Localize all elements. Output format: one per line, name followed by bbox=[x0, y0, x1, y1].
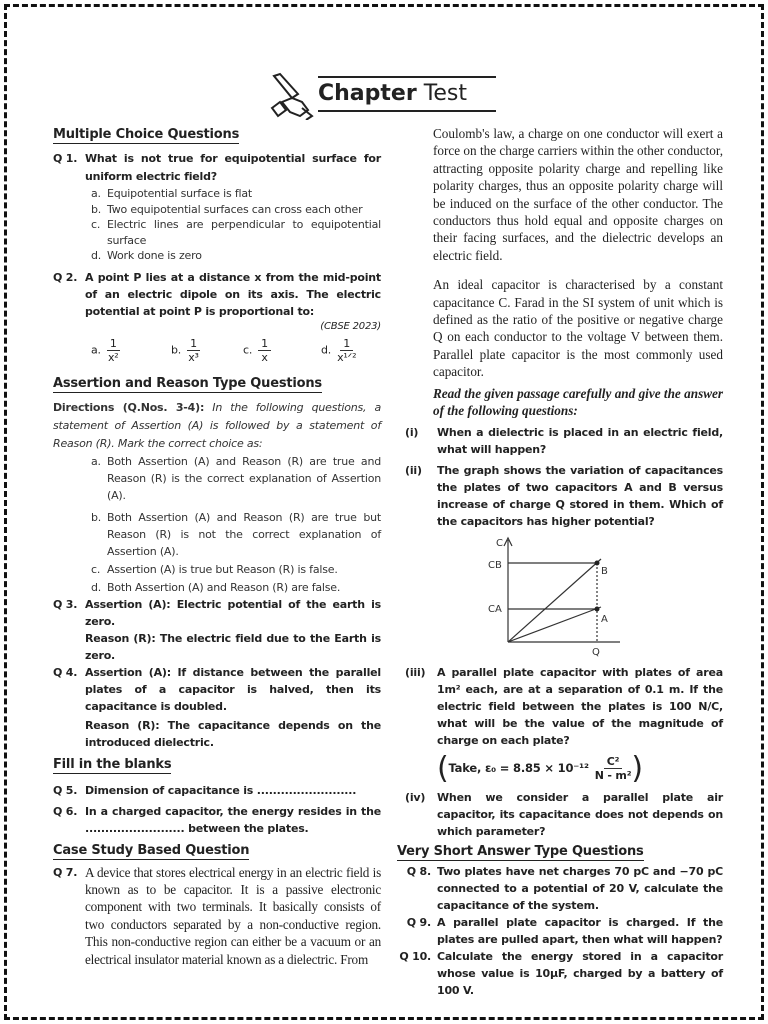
sub-questions-2: (iii) A parallel plate capacitor with plates of area 1m² each, are at a separation of 0.1 m. If the electric field between the plates is 100 N/C, what will be the value of the magnitude of charge on each plate? ( Take, ε₀ = 8.85 × 10⁻¹² $\frac{\text{C²}}{\text{N - m²}}$ ) (iv) When we consider a parallel plate air capacitor, its capacitance does not depends on which parameter? bbox=[405, 665, 723, 838]
question-1: Q 1. What is not true for equipotential surface for uniform electric field? bbox=[53, 152, 381, 183]
c-axis-label: C bbox=[496, 537, 503, 549]
assertion-heading: Assertion and Reason Type Questions bbox=[53, 375, 322, 391]
sub-questions: (i) When a dielectric is placed in an electric field, what will happen? (ii) The graph shows the variation of capacitances the plates of two capacitors A and B versus increase of charge Q stored in them. Which of the capacitors has higher potential? bbox=[405, 425, 723, 528]
capacitance-graph bbox=[470, 532, 640, 658]
vsa-heading: Very Short Answer Type Questions bbox=[397, 843, 644, 859]
point-b bbox=[595, 560, 600, 565]
q1-options: a. Equipotential surface is flat b. Two equipotential surfaces can cross each other c. Electric lines are perpendicular to equipotential surface d. Work done is zero bbox=[91, 187, 381, 262]
ca-label: CA bbox=[488, 603, 502, 615]
question-6: Q 6. In a charged capacitor, the energy resides in the ......................... between the plates. bbox=[53, 804, 381, 835]
left-column bbox=[53, 127, 381, 968]
cb-label: CB bbox=[488, 559, 502, 571]
q-axis-label: Q bbox=[592, 646, 600, 658]
case-study-heading: Case Study Based Question bbox=[53, 842, 250, 858]
passage-continued bbox=[405, 125, 723, 420]
hand-pencil-icon bbox=[268, 72, 316, 120]
right-column bbox=[397, 125, 723, 999]
question-5: Q 5. Dimension of capacitance is ......................... bbox=[53, 783, 357, 797]
page-title: Chapter Test bbox=[318, 76, 496, 112]
mcq-heading: Multiple Choice Questions bbox=[53, 127, 240, 142]
a-label: A bbox=[601, 613, 608, 625]
passage-p3: An ideal capacitor is characterised by a constant capacitance C. Farad in the SI system of unit which is defined as the ratio of the positive or negative charge Q on each conductor to the voltage V between them. Parallel plate capacitor is the most commonly used capacitor. bbox=[433, 277, 723, 380]
take-epsilon: ( Take, ε₀ = 8.85 × 10⁻¹² $\frac{\text{C²}}{\text{N - m²}}$ ) bbox=[437, 750, 643, 786]
question-7: Q 7. A device that stores electrical energy in an electric field is known as to be capacitor. It is a passive electronic component with two terminals. It basically consists of two conductors separated by a non-conductive region. This non-conductive region can either be a vacuum or an electrical insulator material known as a dielectric. From bbox=[53, 864, 381, 967]
passage-p2: Coulomb's law, a charge on one conductor will exert a force on the charge carriers within the other conductor, attracting opposite polarity charge and repelling like polarity charges, thus an opposite polarity charge will be induced on the surface of the other conductor. The conductors thus hold equal and opposite charges on their facing surfaces, and the dielectric develops an electric field. bbox=[433, 126, 723, 263]
question-8: Q 8. Two plates have net charges 70 pC and −70 pC connected to a potential of 20 V, calculate the capacitance of the system. bbox=[406, 864, 723, 912]
assertion-options: a. Both Assertion (A) and Reason (R) are true and Reason (R) is the correct explanation of Assertion (A). b. Both Assertion (A) and Reason (R) are true but Reason (R) is not the correct explanation of Assertion (A). c. Assertion (A) is true but Reason (R) is false. d. Both Assertion (A) and Reason (R) are false. bbox=[91, 454, 381, 594]
vsa-section bbox=[397, 844, 723, 999]
question-10: Q 10. Calculate the energy stored in a capacitor whose value is 10μF, charged by a battery of 100 V. bbox=[399, 949, 723, 997]
directions: Directions (Q.Nos. 3-4): In the following questions, a statement of Assertion (A) is followed by a statement of Reason (R). Mark the correct choice as: bbox=[53, 400, 382, 450]
question-9: Q 9. A parallel plate capacitor is charged. If the plates are pulled apart, then what will happen? bbox=[406, 915, 723, 946]
b-label: B bbox=[601, 565, 608, 577]
q2-options: a. $\frac{1}{\text{x²}}$ b. $\frac{1}{\text{x³}}$ c. $\frac{1}{x}$ d. $\frac{1}{\text{x¹ᐟ²}}$ bbox=[91, 336, 357, 364]
question-4: Q 4. Assertion (A): If distance between the parallel plates of a capacitor is halved, then its capacitance is doubled. Reason (R): The capacitance depends on the introduced dielectric. bbox=[53, 665, 381, 749]
q2-source-tag: (CBSE 2023) bbox=[320, 320, 381, 332]
line-b bbox=[508, 559, 601, 642]
passage-instruction: Read the given passage carefully and give the answer of the following questions: bbox=[433, 385, 723, 419]
point-a bbox=[595, 606, 600, 611]
fill-blanks-heading: Fill in the blanks bbox=[53, 756, 172, 772]
line-a bbox=[508, 607, 601, 642]
question-2: Q 2. A point P lies at a distance x from the mid-point of an electric dipole on its axis. The electric potential at point P is proportional to: bbox=[53, 270, 381, 318]
question-3: Q 3. Assertion (A): Electric potential of the earth is zero. Reason (R): The electric field due to the Earth is zero. bbox=[53, 597, 381, 662]
